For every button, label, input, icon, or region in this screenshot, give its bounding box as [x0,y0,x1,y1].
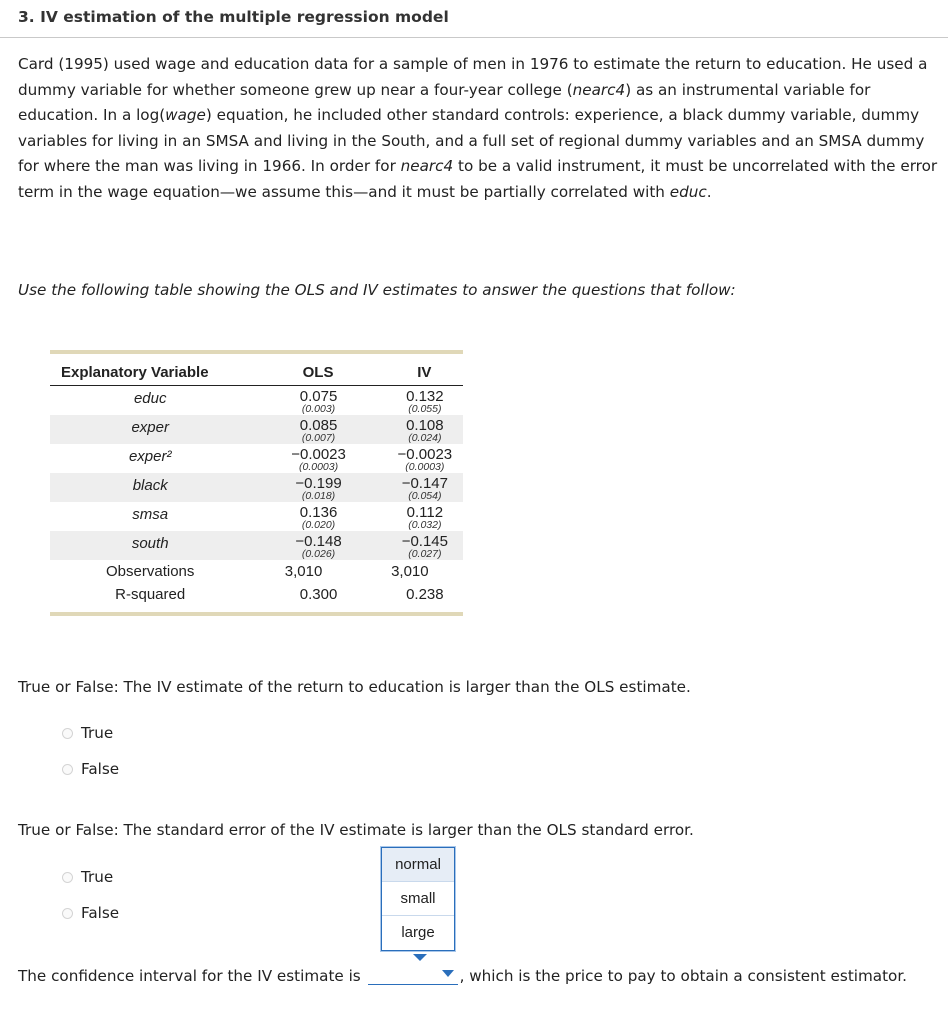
q2-option-true[interactable]: True [62,868,113,886]
radio-button[interactable] [62,728,73,739]
radio-button[interactable] [62,764,73,775]
table-row [50,444,463,473]
cell-ols: 0.085 (0.007) [250,415,356,444]
cell-iv: 0.108 (0.024) [357,415,463,444]
table-row [50,473,463,502]
dropdown-option-small[interactable]: small [382,882,454,916]
cell-ols: −0.0023 (0.0003) [250,444,356,473]
menu-pointer-icon [413,954,427,961]
cell-variable: south [50,531,250,560]
q1-prompt: True or False: The IV estimate of the return to education is larger than the OLS estimate. [18,678,691,696]
q2-option-false[interactable]: False [62,904,119,922]
ci-width-select[interactable] [368,965,458,985]
regression-table [50,350,463,616]
header-explanatory-variable: Explanatory Variable [50,354,250,386]
var-nearc4: nearc4 [400,157,454,175]
dropdown-option-large[interactable]: large [401,924,435,941]
cell-ols: 0.300 [299,586,338,603]
table-row [50,531,463,560]
dropdown-option-normal[interactable]: normal [382,848,454,882]
header-iv: IV [357,354,463,386]
cell-iv: 0.112 (0.032) [357,502,463,531]
table-row [50,502,463,531]
dropdown-menu [381,847,455,951]
title-divider [0,37,948,38]
table-row-observations [50,560,463,583]
cell-iv: 0.238 [406,586,444,603]
question-intro: Card (1995) used wage and education data for a sample of men in 1976 to estimate the return to education. He used a dummy variable for whether someone grew up near a four-year college (nearc4) as an instrumental variable for education. In a log(wage) equation, he included other standard controls: experience, a black dummy variable, dummy variables for living in an SMSA and living in the South, and a full set of regional dummy variables and an SMSA dummy for where the man was living in 1966. In order for nearc4 to be a valid instrument, it must be uncorrelated with the error term in the wage equation—we assume this—and it must be partially correlated with educ. [18,55,938,201]
radio-button[interactable] [62,908,73,919]
cell-iv: −0.145 (0.027) [357,531,463,560]
q3-sentence: The confidence interval for the IV estimate is , which is the price to pay to obtain a consistent estimator. [18,967,908,985]
cell-ols: 0.136 (0.020) [250,502,356,531]
cell-label: R-squared [115,586,186,603]
cell-variable: smsa [50,502,250,531]
var-wage: wage [165,106,206,124]
q1-option-false[interactable]: False [62,760,119,778]
q2-prompt: True or False: The standard error of the IV estimate is larger than the OLS standard error. [18,821,694,839]
cell-iv: 3,010 [391,563,429,580]
cell-iv: −0.147 (0.054) [357,473,463,502]
table-bottom-band [50,612,463,616]
var-educ: educ [669,182,707,201]
cell-variable: exper [50,415,250,444]
table-instruction: Use the following table showing the OLS and IV estimates to answer the questions that follow: [18,281,736,299]
cell-variable: educ [50,386,250,416]
cell-label: Observations [106,563,195,580]
cell-variable: exper² [50,444,250,473]
cell-ols: −0.199 (0.018) [250,473,356,502]
cell-ols: 3,010 [284,563,323,580]
chevron-down-icon [442,970,454,977]
table-row [50,415,463,444]
cell-iv: 0.132 (0.055) [357,386,463,416]
cell-ols: −0.148 (0.026) [250,531,356,560]
question-title: 3. IV estimation of the multiple regression model [18,8,449,26]
table-row [50,386,463,416]
cell-iv: −0.0023 (0.0003) [357,444,463,473]
header-ols: OLS [250,354,356,386]
table-row-rsquared [50,583,463,612]
cell-variable: black [50,473,250,502]
radio-button[interactable] [62,872,73,883]
cell-ols: 0.075 (0.003) [250,386,356,416]
q1-option-true[interactable]: True [62,724,113,742]
var-nearc4: nearc4 [572,80,626,99]
